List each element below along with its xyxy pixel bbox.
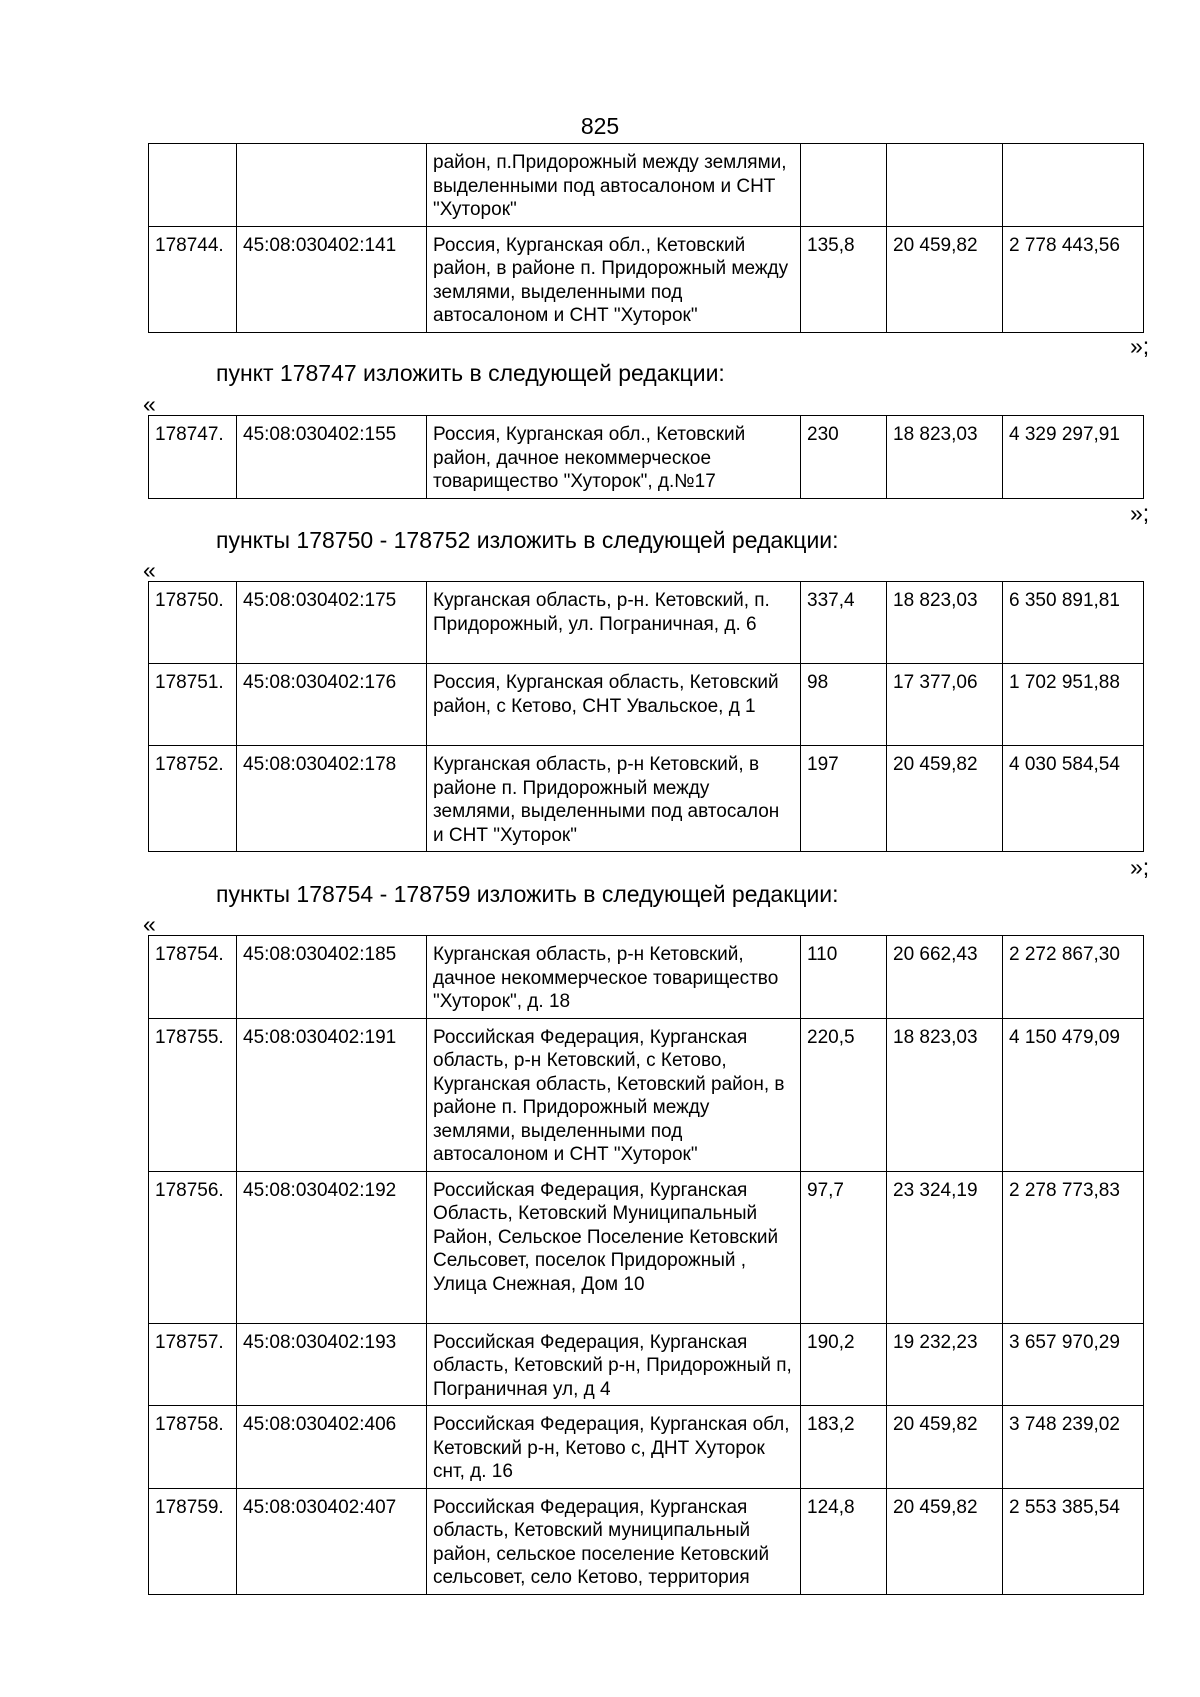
area: 135,8: [801, 226, 887, 332]
address: район, п.Придорожный между землями, выделенными под автосалоном и СНТ "Хуторок": [427, 144, 801, 227]
opening-quote: «: [143, 911, 156, 937]
closing-quote: »;: [1130, 500, 1150, 526]
amendment-heading: пункт 178747 изложить в следующей редакции:: [216, 360, 725, 386]
total: 2 278 773,83: [1003, 1171, 1144, 1323]
cadastral-number: 45:08:030402:407: [237, 1488, 427, 1594]
address: Курганская область, р-н Кетовский, в районе п. Придорожный между землями, выделенными под автосалон и СНТ "Хуторок": [427, 746, 801, 852]
opening-quote: «: [143, 391, 156, 417]
registry-table: [148, 581, 1144, 852]
item-number: 178759.: [149, 1488, 237, 1594]
price: 18 823,03: [887, 582, 1003, 664]
closing-quote: »;: [1130, 333, 1150, 359]
item-number: 178758.: [149, 1406, 237, 1489]
cadastral-number: 45:08:030402:141: [237, 226, 427, 332]
registry-table: [148, 415, 1144, 499]
table-row: [149, 936, 1144, 1019]
total: 3 748 239,02: [1003, 1406, 1144, 1489]
amendment-heading: пункты 178754 - 178759 изложить в следующей редакции:: [216, 881, 839, 907]
price: 17 377,06: [887, 664, 1003, 746]
total: 2 778 443,56: [1003, 226, 1144, 332]
area: 220,5: [801, 1018, 887, 1171]
total: 3 657 970,29: [1003, 1323, 1144, 1406]
cadastral-number: 45:08:030402:406: [237, 1406, 427, 1489]
item-number: 178756.: [149, 1171, 237, 1323]
table-row: [149, 144, 1144, 227]
table-row: [149, 416, 1144, 499]
area: 197: [801, 746, 887, 852]
address: Курганская область, р-н. Кетовский, п. Придорожный, ул. Пограничная, д. 6: [427, 582, 801, 664]
closing-quote: »;: [1130, 854, 1150, 880]
address: Россия, Курганская область, Кетовский район, с Кетово, СНТ Увальское, д 1: [427, 664, 801, 746]
cadastral-number: 45:08:030402:155: [237, 416, 427, 499]
item-number: 178757.: [149, 1323, 237, 1406]
item-number: 178751.: [149, 664, 237, 746]
area: 97,7: [801, 1171, 887, 1323]
cadastral-number: 45:08:030402:191: [237, 1018, 427, 1171]
price: 20 459,82: [887, 1488, 1003, 1594]
item-number: 178750.: [149, 582, 237, 664]
area: 124,8: [801, 1488, 887, 1594]
item-number: 178754.: [149, 936, 237, 1019]
cadastral-number: 45:08:030402:176: [237, 664, 427, 746]
address: Российская Федерация, Курганская область, Кетовский муниципальный район, сельское поселение Кетовский сельсовет, село Кетово, территория: [427, 1488, 801, 1594]
price: 18 823,03: [887, 1018, 1003, 1171]
total: 6 350 891,81: [1003, 582, 1144, 664]
item-number: 178747.: [149, 416, 237, 499]
item-number: 178744.: [149, 226, 237, 332]
address: Курганская область, р-н Кетовский, дачное некоммерческое товарищество "Хуторок", д. 18: [427, 936, 801, 1019]
address: Россия, Курганская обл., Кетовский район, дачное некоммерческое товарищество "Хуторок", д.№17: [427, 416, 801, 499]
table-row: [149, 1171, 1144, 1323]
price: 23 324,19: [887, 1171, 1003, 1323]
amendment-heading: пункты 178750 - 178752 изложить в следующей редакции:: [216, 527, 839, 553]
area: 190,2: [801, 1323, 887, 1406]
table-row: [149, 1488, 1144, 1594]
registry-table-continued: [148, 143, 1144, 333]
cadastral-number: [237, 144, 427, 227]
area: 230: [801, 416, 887, 499]
total: 4 329 297,91: [1003, 416, 1144, 499]
table-row: [149, 664, 1144, 746]
total: 2 272 867,30: [1003, 936, 1144, 1019]
price: 20 459,82: [887, 226, 1003, 332]
area: 110: [801, 936, 887, 1019]
cadastral-number: 45:08:030402:193: [237, 1323, 427, 1406]
cadastral-number: 45:08:030402:175: [237, 582, 427, 664]
total: [1003, 144, 1144, 227]
page-number: 825: [580, 113, 620, 139]
table-row: [149, 746, 1144, 852]
table-row: [149, 582, 1144, 664]
price: 20 459,82: [887, 746, 1003, 852]
registry-table: [148, 935, 1144, 1595]
address: Российская Федерация, Курганская обл, Кетовский р-н, Кетово с, ДНТ Хуторок снт, д. 16: [427, 1406, 801, 1489]
cadastral-number: 45:08:030402:185: [237, 936, 427, 1019]
total: 1 702 951,88: [1003, 664, 1144, 746]
opening-quote: «: [143, 557, 156, 583]
total: 4 150 479,09: [1003, 1018, 1144, 1171]
price: [887, 144, 1003, 227]
price: 18 823,03: [887, 416, 1003, 499]
item-number: 178752.: [149, 746, 237, 852]
item-number: [149, 144, 237, 227]
cadastral-number: 45:08:030402:192: [237, 1171, 427, 1323]
total: 4 030 584,54: [1003, 746, 1144, 852]
address: Российская Федерация, Курганская область, Кетовский р-н, Придорожный п, Пограничная ул, д 4: [427, 1323, 801, 1406]
table-row: [149, 1406, 1144, 1489]
price: 19 232,23: [887, 1323, 1003, 1406]
area: [801, 144, 887, 227]
address: Российская Федерация, Курганская область, р-н Кетовский, с Кетово, Курганская область, Кетовский район, в районе п. Придорожный между землями, выделенными под автосалоном и СНТ "Хуторок": [427, 1018, 801, 1171]
area: 183,2: [801, 1406, 887, 1489]
address: Российская Федерация, Курганская Область, Кетовский Муниципальный Район, Сельское Поселение Кетовский Сельсовет, поселок Придорожный , Улица Снежная, Дом 10: [427, 1171, 801, 1323]
table-row: [149, 1018, 1144, 1171]
table-row: [149, 226, 1144, 332]
area: 337,4: [801, 582, 887, 664]
price: 20 662,43: [887, 936, 1003, 1019]
total: 2 553 385,54: [1003, 1488, 1144, 1594]
price: 20 459,82: [887, 1406, 1003, 1489]
address: Россия, Курганская обл., Кетовский район, в районе п. Придорожный между землями, выделенными под автосалоном и СНТ "Хуторок": [427, 226, 801, 332]
area: 98: [801, 664, 887, 746]
item-number: 178755.: [149, 1018, 237, 1171]
cadastral-number: 45:08:030402:178: [237, 746, 427, 852]
table-row: [149, 1323, 1144, 1406]
